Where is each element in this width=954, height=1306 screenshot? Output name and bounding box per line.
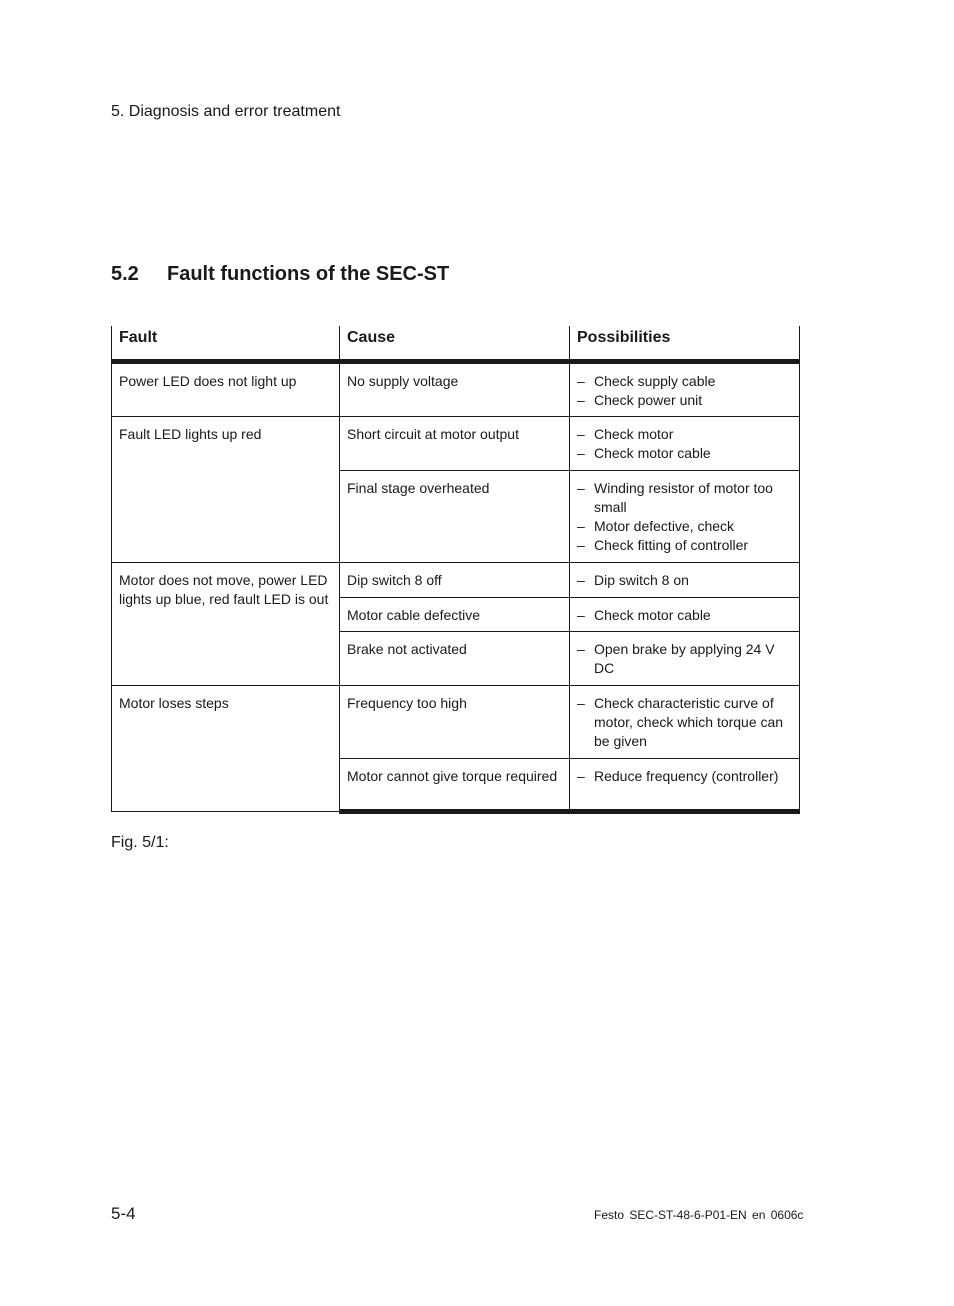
fault-cell: Fault LED lights up red bbox=[112, 417, 340, 563]
footer-document-id: Festo SEC-ST-48-6-P01-EN en 0606c bbox=[594, 1208, 804, 1222]
figure-caption: Fig. 5/1: bbox=[111, 834, 169, 851]
possibility-item: – Motor defective, check bbox=[577, 517, 792, 536]
table-row bbox=[112, 686, 800, 759]
cause-cell: Frequency too high bbox=[340, 686, 570, 759]
section-title: Fault functions of the SEC-ST bbox=[167, 263, 450, 285]
fault-table bbox=[111, 326, 800, 814]
possibility-item: – Check characteristic curve of motor, check which torque can be given bbox=[577, 694, 792, 751]
possibility-item: – Check motor cable bbox=[577, 444, 792, 463]
page-number: 5-4 bbox=[111, 1204, 136, 1223]
table-row bbox=[112, 417, 800, 471]
possibilities-cell bbox=[570, 686, 800, 759]
fault-cell: Motor loses steps bbox=[112, 686, 340, 812]
possibility-item: – Check fitting of controller bbox=[577, 536, 792, 555]
possibilities-cell bbox=[570, 471, 800, 563]
possibilities-cell bbox=[570, 563, 800, 598]
possibilities-cell bbox=[570, 598, 800, 632]
possibility-item: – Check supply cable bbox=[577, 372, 792, 391]
section-number: 5.2 bbox=[111, 263, 139, 285]
cause-cell: No supply voltage bbox=[340, 362, 570, 417]
fault-cell: Power LED does not light up bbox=[112, 362, 340, 417]
possibility-item: – Open brake by applying 24 V DC bbox=[577, 640, 792, 678]
possibility-item: – Winding resistor of motor too small bbox=[577, 479, 792, 517]
possibilities-cell bbox=[570, 417, 800, 471]
cause-cell: Dip switch 8 off bbox=[340, 563, 570, 598]
header-cause: Cause bbox=[340, 326, 570, 362]
possibility-item: – Dip switch 8 on bbox=[577, 571, 792, 590]
cause-cell: Final stage overheated bbox=[340, 471, 570, 563]
possibility-item: – Check power unit bbox=[577, 391, 792, 410]
cause-cell: Brake not activated bbox=[340, 632, 570, 686]
possibility-item: – Check motor cable bbox=[577, 606, 792, 625]
possibility-item: – Check motor bbox=[577, 425, 792, 444]
cause-cell: Motor cannot give torque required bbox=[340, 759, 570, 812]
cause-cell: Motor cable defective bbox=[340, 598, 570, 632]
header-fault: Fault bbox=[112, 326, 340, 362]
section-heading bbox=[111, 263, 449, 286]
running-head: 5. Diagnosis and error treatment bbox=[111, 103, 341, 120]
fault-cell: Motor does not move, power LED lights up blue, red fault LED is out bbox=[112, 563, 340, 686]
table-header-row bbox=[112, 326, 800, 362]
possibility-item: – Reduce frequency (controller) bbox=[577, 767, 792, 786]
header-possibilities: Possibilities bbox=[570, 326, 800, 362]
cause-cell: Short circuit at motor output bbox=[340, 417, 570, 471]
table-row bbox=[112, 563, 800, 598]
possibilities-cell bbox=[570, 759, 800, 812]
possibilities-cell bbox=[570, 632, 800, 686]
table-row bbox=[112, 362, 800, 417]
possibilities-cell bbox=[570, 362, 800, 417]
